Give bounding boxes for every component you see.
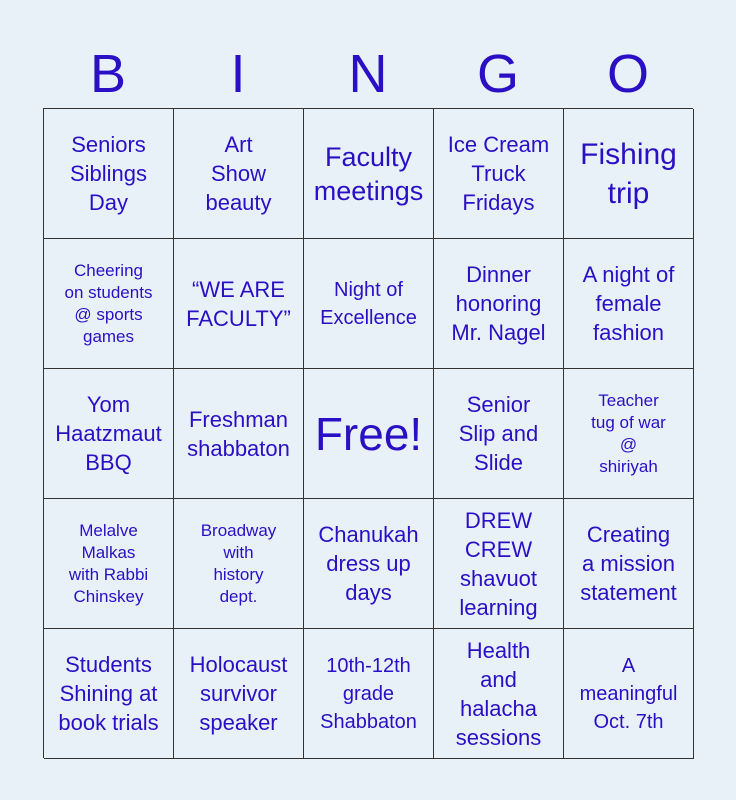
bingo-cell-text: Fishing trip	[580, 137, 677, 210]
bingo-cell[interactable]	[304, 629, 434, 759]
header-letter-i: I	[230, 44, 246, 104]
bingo-cell[interactable]	[564, 109, 694, 239]
bingo-cell-text: A meaningful Oct. 7th	[579, 654, 678, 733]
bingo-cell-text: Students Shining at book trials	[58, 652, 159, 735]
bingo-cell-text: Cheering on students @ sports games	[64, 260, 153, 346]
bingo-grid	[43, 108, 693, 758]
header-letter-g: G	[476, 44, 519, 104]
bingo-cell[interactable]	[174, 629, 304, 759]
bingo-cell-text: Senior Slip and Slide	[458, 392, 539, 475]
bingo-cell[interactable]	[304, 499, 434, 629]
bingo-cell-text: Creating a mission statement	[580, 522, 677, 605]
header-letter-o: O	[606, 44, 649, 104]
bingo-cell-text: DREW CREW shavuot learning	[459, 507, 538, 620]
bingo-cell-text: Freshman shabbaton	[187, 406, 290, 461]
bingo-cell[interactable]	[434, 499, 564, 629]
bingo-cell[interactable]	[174, 239, 304, 369]
bingo-cell[interactable]	[434, 239, 564, 369]
bingo-cell[interactable]	[44, 629, 174, 759]
bingo-cell[interactable]	[44, 499, 174, 629]
bingo-cell-text: 10th-12th grade Shabbaton	[320, 654, 417, 733]
bingo-cell-text: Yom Haatzmaut BBQ	[55, 392, 162, 475]
bingo-cell[interactable]	[174, 109, 304, 239]
bingo-cell[interactable]	[434, 109, 564, 239]
bingo-cell[interactable]	[564, 239, 694, 369]
bingo-cell[interactable]	[434, 629, 564, 759]
bingo-cell[interactable]	[44, 109, 174, 239]
bingo-cell-text: Faculty meetings	[313, 141, 424, 206]
header-letter-b: B	[89, 44, 127, 104]
bingo-cell-text: Ice Cream Truck Fridays	[447, 132, 550, 215]
bingo-cell[interactable]	[174, 499, 304, 629]
header-letter-n: N	[348, 44, 388, 104]
bingo-cell-text: Broadway with history dept.	[200, 520, 277, 606]
bingo-cell-text: Health and halacha sessions	[455, 637, 542, 750]
bingo-cell[interactable]	[44, 369, 174, 499]
bingo-cell-free[interactable]	[304, 369, 434, 499]
bingo-header	[43, 40, 693, 108]
bingo-cell-text: “WE ARE FACULTY”	[186, 276, 291, 331]
bingo-cell-text: Seniors Siblings Day	[69, 132, 148, 215]
bingo-cell[interactable]	[564, 499, 694, 629]
bingo-cell-text: Dinner honoring Mr. Nagel	[451, 262, 546, 345]
bingo-cell-text: Melalve Malkas with Rabbi Chinskey	[68, 520, 149, 606]
bingo-cell[interactable]	[44, 239, 174, 369]
bingo-cell-text: Night of Excellence	[320, 278, 417, 329]
bingo-cell-text: A night of female fashion	[582, 262, 675, 345]
bingo-cell-text: Chanukah dress up days	[318, 522, 419, 605]
bingo-cell[interactable]	[434, 369, 564, 499]
bingo-cell-text: Free!	[314, 407, 423, 460]
bingo-cell-text: Teacher tug of war @ shiriyah	[591, 390, 666, 476]
bingo-cell[interactable]	[564, 629, 694, 759]
bingo-cell[interactable]	[304, 239, 434, 369]
bingo-cell[interactable]	[304, 109, 434, 239]
bingo-cell-text: Art Show beauty	[205, 132, 272, 215]
bingo-cell-text: Holocaust survivor speaker	[189, 652, 288, 735]
bingo-cell[interactable]	[174, 369, 304, 499]
bingo-cell[interactable]	[564, 369, 694, 499]
